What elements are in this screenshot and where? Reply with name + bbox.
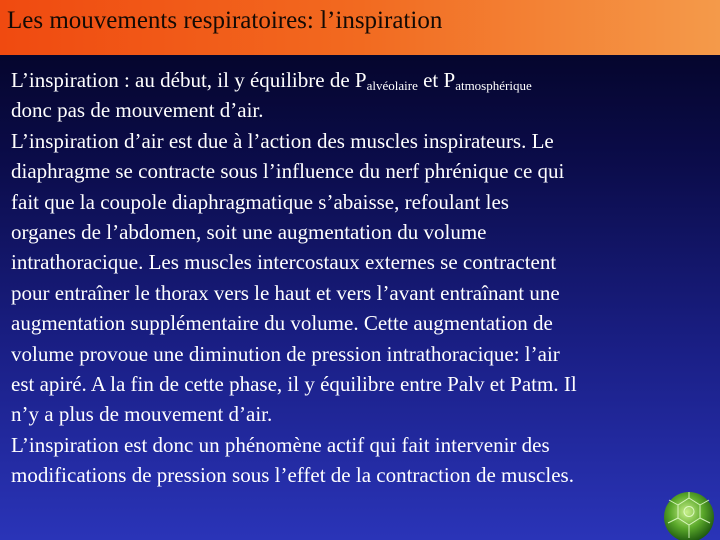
body-line: est apiré. A la fin de cette phase, il y équilibre entre Palv et Patm. Il [11,371,577,396]
first-line-prefix: L’inspiration : au début, il y équilibre de P [11,68,367,92]
body-line: volume provoue une diminution de pression intrathoracique: l’air [11,341,560,366]
subscript-atmospherique: atmosphérique [455,78,532,93]
body-line: pour entraîner le thorax vers le haut et vers l’avant entraînant une [11,280,560,305]
slide-body [11,65,716,490]
first-line-middle: et P [417,68,456,92]
body-line: n’y a plus de mouvement d’air. [11,402,273,427]
subscript-alveolaire: alvéolaire [366,78,418,93]
body-line: L’inspiration est donc un phénomène actif qui fait intervenir des [11,432,550,457]
title-bar [0,0,720,55]
body-line: donc pas de mouvement d’air. [11,98,264,123]
green-sphere-logo-icon [660,488,718,540]
body-line: L’inspiration d’air est due à l’action des muscles inspirateurs. Le [11,128,554,153]
body-line-first [11,65,716,95]
body-line: diaphragme se contracte sous l’influence du nerf phrénique ce qui [11,159,565,184]
slide-title: Les mouvements respiratoires: l’inspiration [7,7,443,34]
body-line: organes de l’abdomen, soit une augmentation du volume [11,219,487,244]
body-line: augmentation supplémentaire du volume. Cette augmentation de [11,311,553,336]
body-line: fait que la coupole diaphragmatique s’abaisse, refoulant les [11,189,509,214]
body-line: intrathoracique. Les muscles intercostaux externes se contractent [11,250,557,275]
body-line: modifications de pression sous l’effet de la contraction de muscles. [11,463,574,488]
